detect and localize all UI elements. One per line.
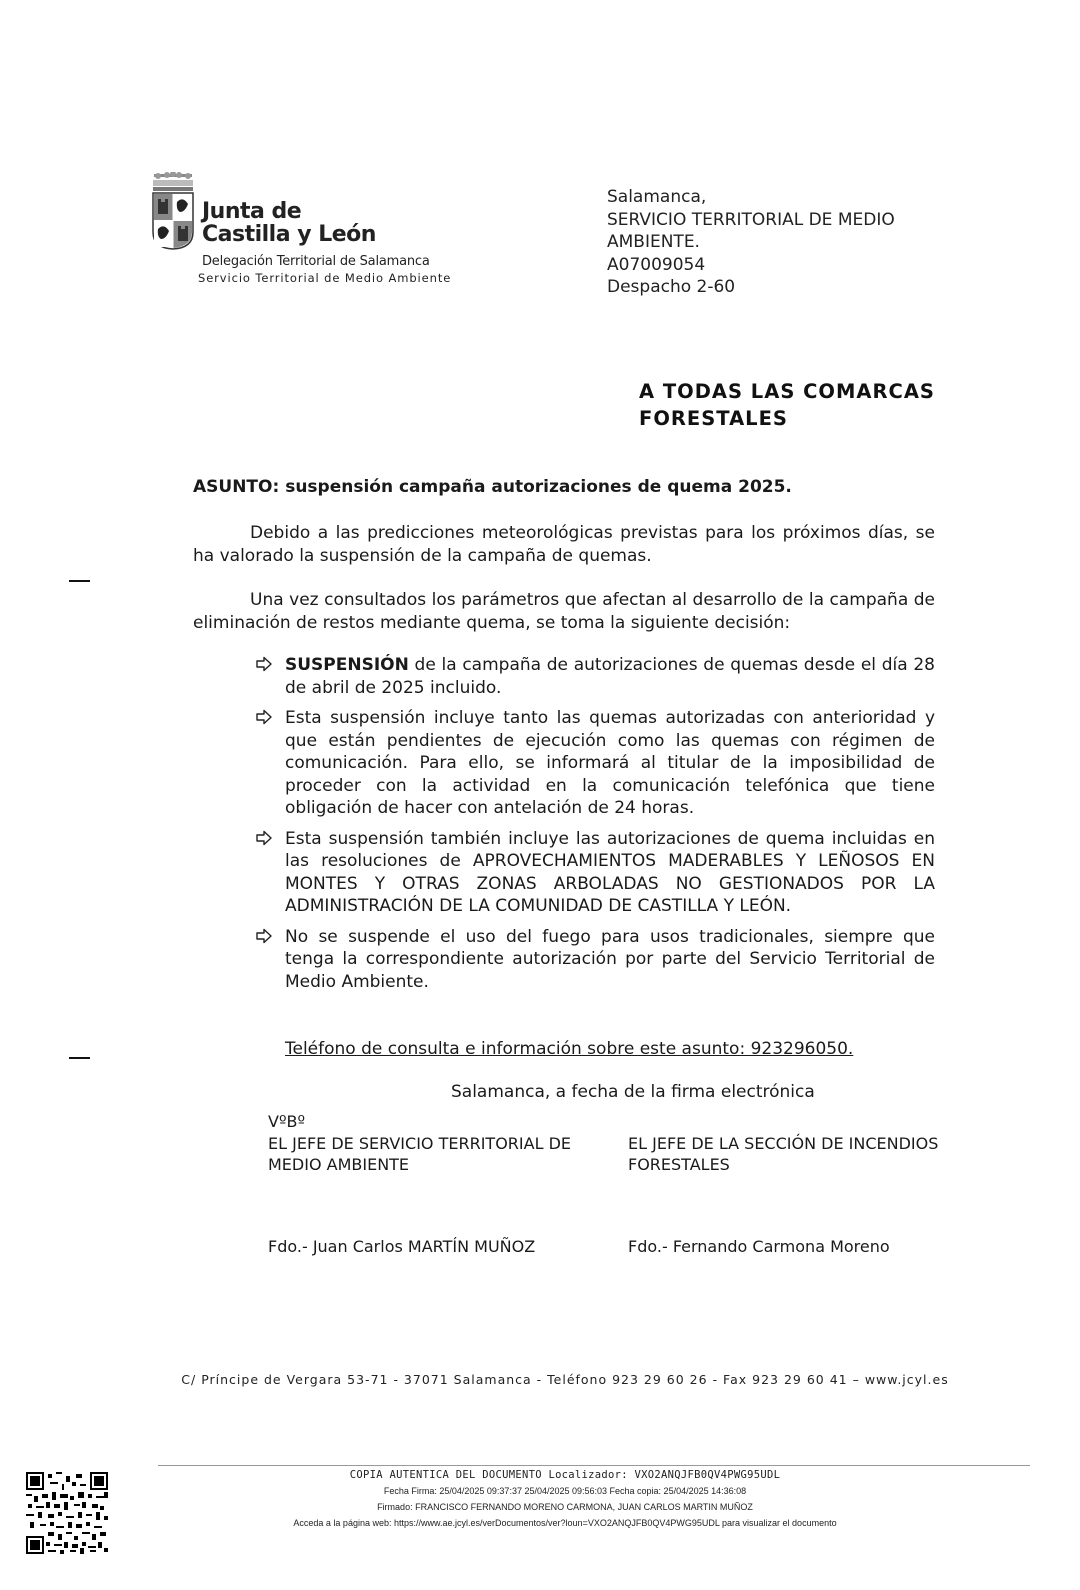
arrow-right-icon xyxy=(255,927,273,945)
place-date: Salamanca, a fecha de la firma electrónica xyxy=(451,1082,815,1102)
list-item xyxy=(255,707,935,820)
list-item-text: No se suspende el uso del fuego para usos tradicionales, siempre que tenga la correspondiente autorización por parte del Servicio Territorial de Medio Ambiente. xyxy=(285,926,935,992)
paragraph: Debido a las predicciones meteorológicas previstas para los próximos días, se ha valorado la suspensión de la campaña de quemas. xyxy=(193,523,935,566)
coat-of-arms-icon xyxy=(150,172,196,250)
institution-name: Junta de Castilla y León xyxy=(202,199,376,247)
delegation-label: Delegación Territorial de Salamanca xyxy=(202,254,430,269)
list-item-text: Esta suspensión incluye tanto las quemas autorizadas con anterioridad y que están pendientes de ejecución como las quemas con régimen de comunicación. Para ello, se informará al titular de la imposibilidad de proceder con la actividad en la comunicación telefónica que tiene obligación de hacer con antelación de 24 horas. xyxy=(285,708,935,818)
recipient-line-1: A TODAS LAS COMARCAS xyxy=(639,380,935,403)
vobo-label: VºBº xyxy=(268,1112,305,1131)
fold-mark xyxy=(69,1057,90,1059)
sender-block xyxy=(607,186,895,299)
letterhead-logo xyxy=(148,170,458,290)
paragraph: Una vez consultados los parámetros que afectan al desarrollo de la campaña de eliminación de restos mediante quema, se toma la siguiente decisión: xyxy=(193,590,935,633)
verification-url: Acceda a la página web: https://www.ae.jcyl.es/verDocumentos/ver?loun=VXO2ANQJFB0QV4PWG95UDL para visualizar el documento xyxy=(293,1518,837,1528)
arrow-right-icon xyxy=(255,655,273,673)
right-signatory-title: EL JEFE DE LA SECCIÓN DE INCENDIOS FORESTALES xyxy=(628,1134,939,1174)
list-item xyxy=(255,926,935,994)
verification-signers: Firmado: FRANCISCO FERNANDO MORENO CARMONA, JUAN CARLOS MARTIN MUÑOZ xyxy=(377,1502,753,1512)
sender-line: SERVICIO TERRITORIAL DE MEDIO xyxy=(607,209,895,230)
arrow-right-icon xyxy=(255,829,273,847)
list-item xyxy=(255,828,935,918)
list-item-bold: SUSPENSIÓN xyxy=(285,655,409,675)
verification-dates: Fecha Firma: 25/04/2025 09:37:37 25/04/2025 09:56:03 Fecha copia: 25/04/2025 14:36:08 xyxy=(383,1486,747,1496)
fold-mark xyxy=(69,580,90,582)
footer-address: C/ Príncipe de Vergara 53-71 - 37071 Salamanca - Teléfono 923 29 60 26 - Fax 923 29 60 41 – www.jcyl.es xyxy=(181,1372,949,1387)
service-label: Servicio Territorial de Medio Ambiente xyxy=(198,271,452,285)
list-item-text: Esta suspensión también incluye las autorizaciones de quema incluidas en las resoluciones de APROVECHAMIENTOS MADERABLES Y LEÑOSOS EN MONTES Y OTRAS ZONAS ARBOLADAS NO GESTIONADOS POR LA ADMINISTRACIÓN DE LA COMUNIDAD DE CASTILLA Y LEÓN. xyxy=(285,828,935,916)
subject-line: ASUNTO: suspensión campaña autorizaciones de quema 2025. xyxy=(193,477,792,497)
sender-line: A07009054 xyxy=(607,254,706,275)
list-item-text: de la campaña de autorizaciones de quemas desde el día 28 de abril de 2025 incluido. xyxy=(285,655,935,698)
qr-code-icon xyxy=(26,1472,108,1554)
recipient-line-2: FORESTALES xyxy=(639,407,788,430)
sender-line: Salamanca, xyxy=(607,187,707,207)
sender-line: Despacho 2-60 xyxy=(607,277,736,297)
arrow-right-icon xyxy=(255,708,273,726)
right-signatory-name: Fdo.- Fernando Carmona Moreno xyxy=(628,1237,890,1256)
contact-phone-line: Teléfono de consulta e información sobre este asunto: 923296050. xyxy=(285,1039,854,1059)
left-signatory-name: Fdo.- Juan Carlos MARTÍN MUÑOZ xyxy=(268,1237,536,1256)
list-item xyxy=(255,654,935,699)
left-signatory-title: EL JEFE DE SERVICIO TERRITORIAL DE MEDIO AMBIENTE xyxy=(268,1134,572,1174)
verification-locator: COPIA AUTENTICA DEL DOCUMENTO Localizador: VXO2ANQJFB0QV4PWG95UDL xyxy=(349,1469,781,1481)
decision-list xyxy=(255,654,935,1001)
footer-divider xyxy=(158,1465,1030,1466)
recipient-block xyxy=(639,378,935,432)
sender-line: AMBIENTE. xyxy=(607,232,700,252)
